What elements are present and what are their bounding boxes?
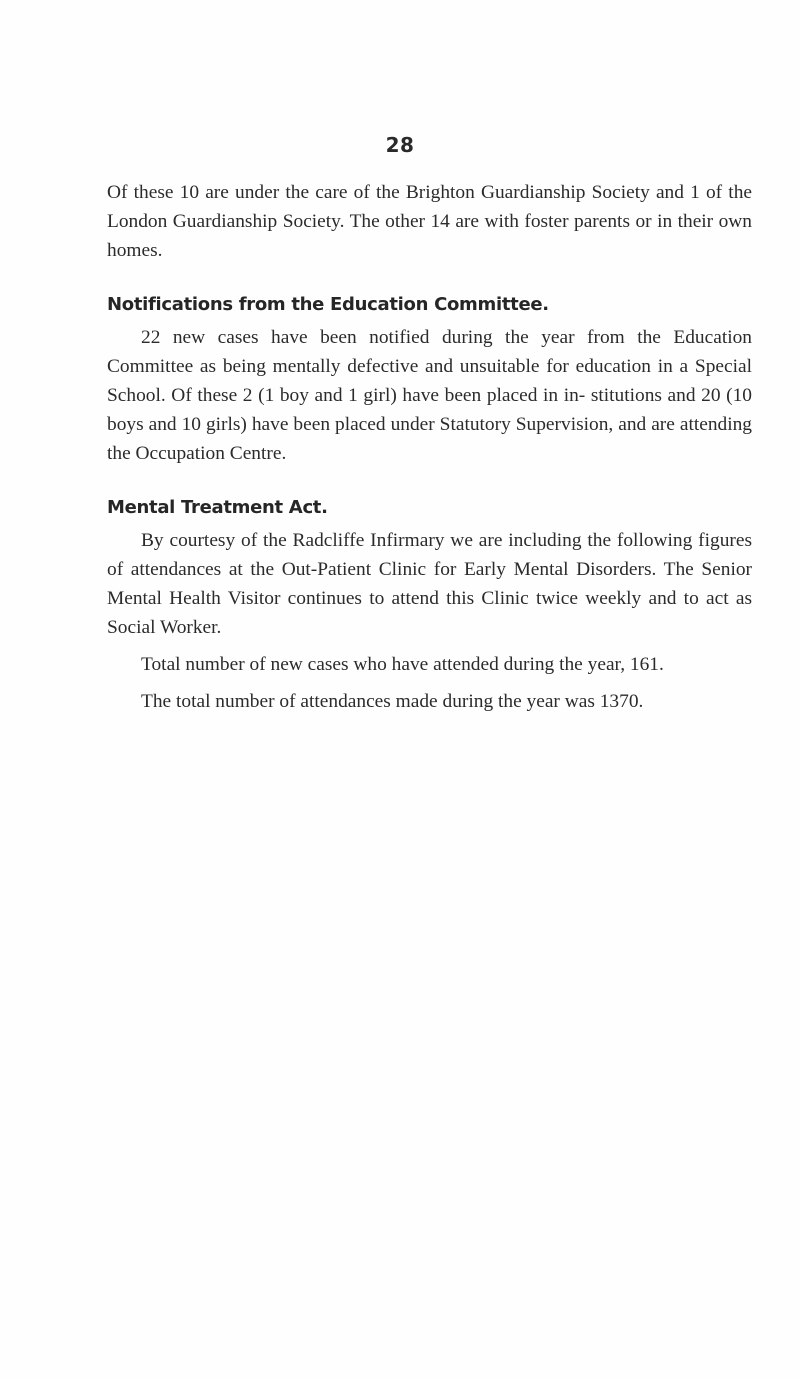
mental-treatment-paragraph: By courtesy of the Radcliffe Infirmary we are including the following figures of attendances at the Out-Patient Clinic for Early Mental Disorders. The Senior Mental Health Visitor continues to attend this Clinic twice weekly and to act as Social Worker. xyxy=(107,530,752,638)
mental-treatment-act-heading: Mental Treatment Act. xyxy=(107,497,328,518)
attendances-paragraph: The total number of attendances made during the year was 1370. xyxy=(141,691,644,712)
education-committee-paragraph: 22 new cases have been notified during the year from the Education Committee as being mentally defective and unsuitable for education in a Special School. Of these 2 (1 boy and 1 girl) have been placed in in- stitutions and 20 (10 boys and 10 girls) have been placed under Statutory Supervision, and are attending the Occupation Centre. xyxy=(107,327,752,464)
page-content xyxy=(107,178,752,716)
new-cases-paragraph: Total number of new cases who have attended during the year, 161. xyxy=(141,654,664,675)
education-committee-heading: Notifications from the Education Committee. xyxy=(107,294,549,315)
intro-paragraph: Of these 10 are under the care of the Brighton Guardianship Society and 1 of the London Guardianship Society. The other 14 are with foster parents or in their own homes. xyxy=(107,182,752,261)
page-number: 28 xyxy=(385,133,415,157)
